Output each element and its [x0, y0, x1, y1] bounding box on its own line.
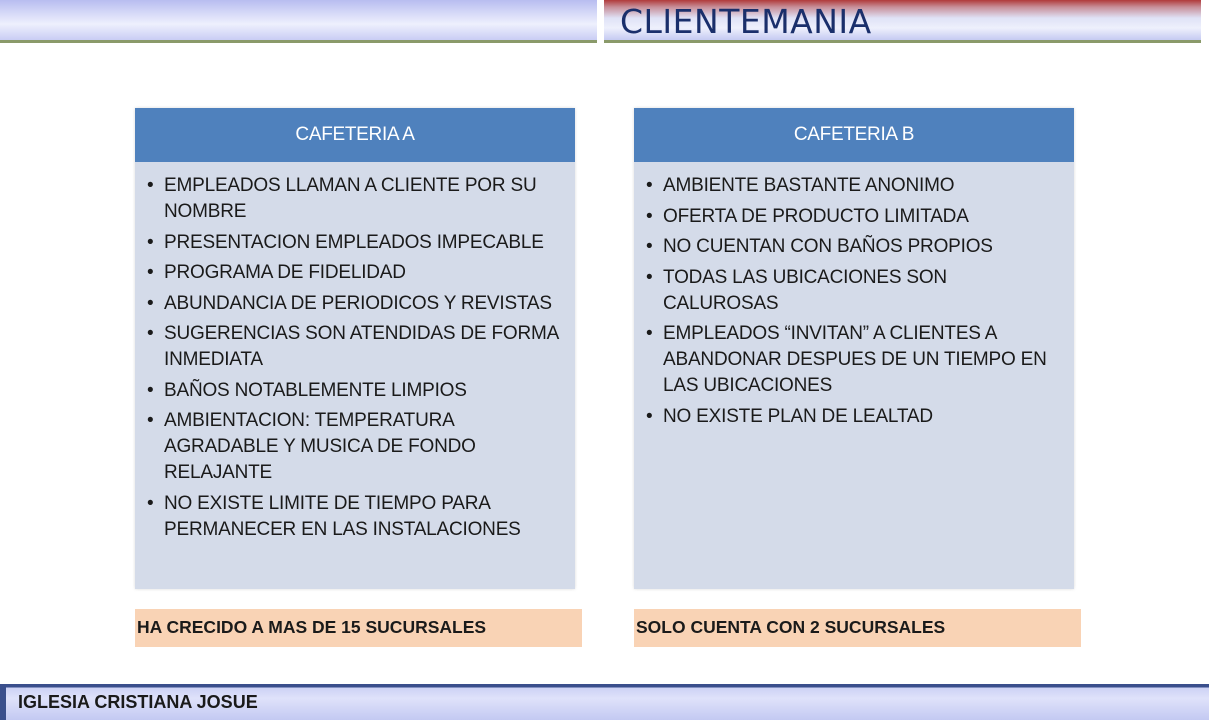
- list-item-text: EMPLEADOS LLAMAN A CLIENTE POR SU NOMBRE: [164, 175, 537, 222]
- bullet-icon: •: [646, 266, 653, 288]
- list-item: [644, 173, 1064, 199]
- list-item-text: PROGRAMA DE FIDELIDAD: [164, 262, 406, 283]
- list-item: [644, 404, 1064, 430]
- cafeteria-a-summary: HA CRECIDO A MAS DE 15 SUCURSALES: [135, 609, 582, 647]
- list-item: [644, 321, 1064, 399]
- footer-text: IGLESIA CRISTIANA JOSUE: [18, 692, 258, 712]
- list-item-text: OFERTA DE PRODUCTO LIMITADA: [663, 205, 969, 227]
- bullet-icon: •: [646, 236, 653, 257]
- bullet-icon: •: [147, 379, 154, 401]
- list-item: [145, 321, 565, 373]
- header-bar-left: [0, 0, 597, 43]
- list-item: [644, 265, 1064, 317]
- list-item-text: ABUNDANCIA DE PERIODICOS Y REVISTAS: [164, 292, 552, 314]
- footer-edge: [0, 684, 6, 720]
- cafeteria-b-list: [634, 162, 1074, 430]
- list-item-text: EMPLEADOS “INVITAN” A CLIENTES A ABANDONAR DESPUES DE UN TIEMPO EN LAS UBICACIONES: [663, 323, 1047, 396]
- bullet-icon: •: [646, 405, 653, 427]
- list-item: [145, 408, 565, 486]
- list-item: [644, 234, 1064, 260]
- cafeteria-a-list: [135, 162, 575, 543]
- cafeteria-b-summary: SOLO CUENTA CON 2 SUCURSALES: [634, 609, 1081, 647]
- cafeteria-a-panel: [135, 108, 575, 589]
- list-item-text: BAÑOS NOTABLEMENTE LIMPIOS: [164, 379, 467, 401]
- list-item: [145, 260, 565, 286]
- bullet-icon: •: [147, 262, 154, 283]
- header-bar-right: [604, 0, 1201, 43]
- cafeteria-b-panel: [634, 108, 1074, 589]
- bullet-icon: •: [147, 410, 154, 431]
- bullet-icon: •: [147, 175, 154, 196]
- list-item-text: NO EXISTE LIMITE DE TIEMPO PARA PERMANECER EN LAS INSTALACIONES: [164, 492, 521, 540]
- list-item: [145, 378, 565, 404]
- list-item-text: NO EXISTE PLAN DE LEALTAD: [663, 405, 933, 427]
- cafeteria-b-title: CAFETERIA B: [634, 108, 1074, 162]
- list-item-text: TODAS LAS UBICACIONES SON CALUROSAS: [663, 266, 947, 314]
- bullet-icon: •: [147, 292, 154, 314]
- bullet-icon: •: [646, 175, 653, 196]
- list-item-text: AMBIENTE BASTANTE ANONIMO: [663, 175, 955, 196]
- list-item-text: SUGERENCIAS SON ATENDIDAS DE FORMA INMEDIATA: [164, 323, 559, 370]
- list-item-text: AMBIENTACION: TEMPERATURA AGRADABLE Y MUSICA DE FONDO RELAJANTE: [164, 410, 476, 483]
- bullet-icon: •: [147, 231, 154, 253]
- list-item: [145, 230, 565, 256]
- bullet-icon: •: [147, 323, 154, 344]
- list-item: [644, 204, 1064, 230]
- list-item: [145, 491, 565, 543]
- list-item: [145, 291, 565, 317]
- footer-bar: [0, 684, 1209, 720]
- cafeteria-a-title: CAFETERIA A: [135, 108, 575, 162]
- page-title: CLIENTEMANIA: [620, 2, 872, 41]
- bullet-icon: •: [646, 323, 653, 344]
- list-item: [145, 173, 565, 225]
- bullet-icon: •: [147, 492, 154, 514]
- list-item-text: PRESENTACION EMPLEADOS IMPECABLE: [164, 231, 544, 253]
- list-item-text: NO CUENTAN CON BAÑOS PROPIOS: [663, 236, 993, 257]
- bullet-icon: •: [646, 205, 653, 227]
